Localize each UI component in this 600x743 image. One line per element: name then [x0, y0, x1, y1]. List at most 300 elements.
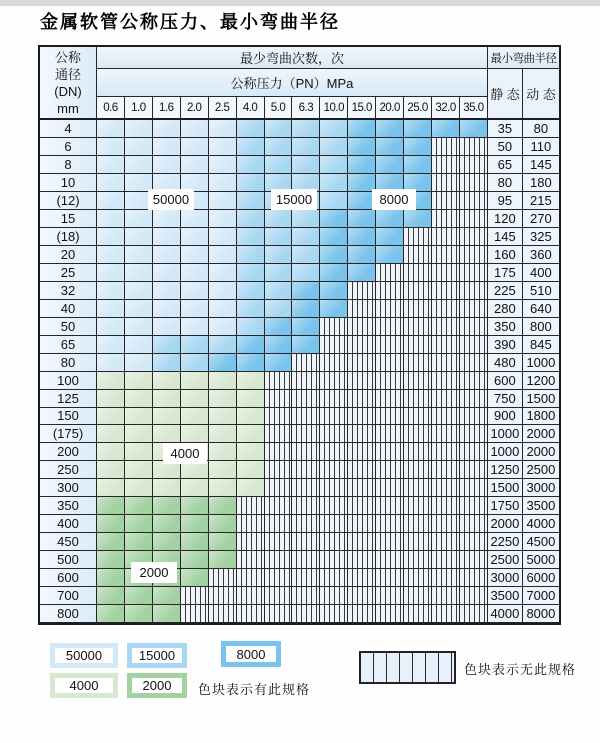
dynamic-value-cell: 180 [523, 174, 559, 192]
pressure-column-header: 6.3 [292, 97, 320, 118]
spec-cell [153, 354, 181, 372]
spec-cell [320, 336, 348, 354]
spec-cell [432, 479, 460, 497]
spec-cell [97, 605, 125, 623]
spec-cell [320, 120, 348, 138]
dn-cell: 20 [40, 246, 97, 264]
spec-cell [209, 264, 237, 282]
legend-block-label: 50000 [55, 648, 113, 663]
dynamic-value-cell: 2500 [523, 461, 559, 479]
spec-cell [460, 408, 488, 426]
spec-cell [97, 210, 125, 228]
spec-cell [320, 300, 348, 318]
spec-cell [376, 515, 404, 533]
spec-cell [181, 551, 209, 569]
spec-cell [125, 515, 153, 533]
table-row [40, 425, 559, 443]
spec-cell [181, 282, 209, 300]
spec-cell [404, 372, 432, 390]
table-row [40, 264, 559, 282]
spec-cell [237, 497, 265, 515]
spec-cell [432, 192, 460, 210]
dynamic-value-cell: 270 [523, 210, 559, 228]
dn-cell: (18) [40, 228, 97, 246]
spec-cell [265, 336, 293, 354]
spec-cell [181, 264, 209, 282]
spec-cell [460, 336, 488, 354]
spec-cell [153, 156, 181, 174]
spec-cell [432, 372, 460, 390]
spec-cell [125, 336, 153, 354]
spec-cell [237, 408, 265, 426]
spec-cell [376, 246, 404, 264]
spec-cell [292, 210, 320, 228]
pressure-column-header: 5.0 [265, 97, 293, 118]
spec-cell [209, 120, 237, 138]
spec-cell [181, 515, 209, 533]
spec-cell [432, 515, 460, 533]
spec-cell [404, 497, 432, 515]
spec-cell [181, 228, 209, 246]
spec-cell [209, 282, 237, 300]
static-value-cell: 175 [488, 264, 523, 282]
legend-block-label: 4000 [55, 678, 113, 693]
static-value-cell: 390 [488, 336, 523, 354]
spec-cell [237, 318, 265, 336]
dynamic-value-cell: 1500 [523, 390, 559, 408]
spec-cell [209, 551, 237, 569]
spec-cell [460, 210, 488, 228]
spec-cell [292, 551, 320, 569]
static-header: 静 态 [488, 69, 523, 118]
dn-cell: 250 [40, 461, 97, 479]
spec-cell [460, 300, 488, 318]
spec-cell [404, 551, 432, 569]
spec-cell [376, 390, 404, 408]
spec-cell [320, 479, 348, 497]
spec-cell [320, 461, 348, 479]
static-value-cell: 280 [488, 300, 523, 318]
spec-cell [292, 354, 320, 372]
spec-cell [181, 354, 209, 372]
spec-cell [292, 461, 320, 479]
pressure-column-header: 35.0 [460, 97, 488, 118]
spec-cell [292, 246, 320, 264]
dynamic-value-cell: 1000 [523, 354, 559, 372]
spec-cell [237, 282, 265, 300]
table-row [40, 228, 559, 246]
spec-cell [432, 282, 460, 300]
spec-cell [181, 390, 209, 408]
spec-cell [348, 443, 376, 461]
dynamic-value-cell: 4000 [523, 515, 559, 533]
dn-cell: 65 [40, 336, 97, 354]
spec-cell [348, 120, 376, 138]
spec-cell [460, 354, 488, 372]
dn-cell: 40 [40, 300, 97, 318]
spec-cell [376, 354, 404, 372]
dynamic-value-cell: 80 [523, 120, 559, 138]
spec-cell [432, 605, 460, 623]
spec-cell [404, 461, 432, 479]
spec-cell [404, 210, 432, 228]
spec-cell [460, 443, 488, 461]
spec-cell [376, 210, 404, 228]
dynamic-value-cell: 7000 [523, 587, 559, 605]
spec-cell [209, 587, 237, 605]
pressure-column-header: 1.6 [153, 97, 181, 118]
dn-cell: 150 [40, 408, 97, 426]
spec-cell [348, 605, 376, 623]
spec-cell [209, 461, 237, 479]
spec-cell [209, 246, 237, 264]
table-row [40, 282, 559, 300]
spec-cell [460, 174, 488, 192]
spec-cell [432, 264, 460, 282]
spec-cell [181, 372, 209, 390]
spec-cell [292, 408, 320, 426]
dynamic-value-cell: 145 [523, 156, 559, 174]
spec-cell [404, 569, 432, 587]
spec-cell [209, 300, 237, 318]
spec-cell [181, 479, 209, 497]
spec-cell [432, 408, 460, 426]
spec-cell [125, 264, 153, 282]
table-row [40, 551, 559, 569]
pressure-column-header: 2.0 [181, 97, 209, 118]
static-value-cell: 480 [488, 354, 523, 372]
spec-cell [320, 533, 348, 551]
table-row [40, 372, 559, 390]
spec-cell [265, 282, 293, 300]
spec-cell [348, 569, 376, 587]
spec-cell [265, 479, 293, 497]
spec-cell [181, 138, 209, 156]
spec-cell [320, 354, 348, 372]
spec-cell [376, 318, 404, 336]
spec-cell [153, 497, 181, 515]
spec-cell [97, 461, 125, 479]
spec-cell [404, 408, 432, 426]
spec-cell [376, 461, 404, 479]
spec-cell [292, 282, 320, 300]
static-value-cell: 80 [488, 174, 523, 192]
spec-cell [460, 246, 488, 264]
spec-cell [153, 318, 181, 336]
spec-cell [432, 246, 460, 264]
legend-has-spec-text: 色块表示有此规格 [198, 682, 311, 697]
spec-cell [209, 192, 237, 210]
spec-cell [181, 300, 209, 318]
spec-cell [460, 569, 488, 587]
spec-cell [153, 605, 181, 623]
static-value-cell: 1250 [488, 461, 523, 479]
spec-cell [97, 408, 125, 426]
spec-cell [181, 318, 209, 336]
spec-cell [181, 497, 209, 515]
spec-cell [432, 156, 460, 174]
static-value-cell: 900 [488, 408, 523, 426]
static-value-cell: 350 [488, 318, 523, 336]
spec-cell [153, 264, 181, 282]
dn-cell: (12) [40, 192, 97, 210]
spec-cell [237, 354, 265, 372]
spec-cell [376, 533, 404, 551]
spec-cell [376, 443, 404, 461]
spec-cell [460, 264, 488, 282]
dynamic-value-cell: 325 [523, 228, 559, 246]
spec-cell [153, 300, 181, 318]
static-value-cell: 65 [488, 156, 523, 174]
spec-cell [209, 354, 237, 372]
static-value-cell: 750 [488, 390, 523, 408]
spec-cell [97, 515, 125, 533]
spec-cell [265, 300, 293, 318]
spec-cell [265, 156, 293, 174]
spec-cell [376, 587, 404, 605]
spec-cell [181, 336, 209, 354]
spec-cell [125, 120, 153, 138]
spec-cell [376, 300, 404, 318]
spec-cell [209, 156, 237, 174]
dn-header-line: 通径 [54, 66, 81, 82]
spec-cell [209, 174, 237, 192]
dn-cell: (175) [40, 425, 97, 443]
dn-cell: 8 [40, 156, 97, 174]
spec-cell [404, 228, 432, 246]
spec-cell [404, 246, 432, 264]
spec-cell [181, 120, 209, 138]
spec-cell [237, 551, 265, 569]
spec-cell [153, 282, 181, 300]
spec-cell [460, 461, 488, 479]
spec-cell [460, 587, 488, 605]
spec-cell [153, 515, 181, 533]
dynamic-value-cell: 800 [523, 318, 559, 336]
spec-cell [348, 282, 376, 300]
spec-cell [237, 228, 265, 246]
spec-cell [181, 587, 209, 605]
spec-cell [348, 138, 376, 156]
spec-cell [153, 461, 181, 479]
table-row [40, 336, 559, 354]
spec-cell [460, 228, 488, 246]
spec-cell [209, 210, 237, 228]
spec-cell [348, 587, 376, 605]
spec-cell [237, 138, 265, 156]
spec-cell [209, 569, 237, 587]
legend-block-label: 2000 [132, 678, 182, 693]
dn-header-line: mm [57, 100, 79, 116]
spec-cell [125, 605, 153, 623]
spec-cell [97, 282, 125, 300]
spec-cell [209, 533, 237, 551]
spec-cell [237, 120, 265, 138]
spec-cell [376, 156, 404, 174]
spec-cell [404, 264, 432, 282]
dn-cell: 80 [40, 354, 97, 372]
dynamic-value-cell: 5000 [523, 551, 559, 569]
spec-cell [348, 354, 376, 372]
spec-cell [292, 228, 320, 246]
spec-cell [125, 318, 153, 336]
dynamic-value-cell: 1200 [523, 372, 559, 390]
dn-cell: 100 [40, 372, 97, 390]
spec-cell [125, 533, 153, 551]
legend-block [50, 643, 118, 668]
spec-cell [153, 587, 181, 605]
spec-cell [432, 318, 460, 336]
spec-cell [97, 551, 125, 569]
spec-cell [97, 264, 125, 282]
spec-cell [432, 390, 460, 408]
spec-cell [237, 264, 265, 282]
static-value-cell: 2000 [488, 515, 523, 533]
table-row [40, 479, 559, 497]
spec-cell [460, 192, 488, 210]
spec-cell [320, 372, 348, 390]
pressure-header: 公称压力（PN）MPa [97, 69, 488, 97]
pressure-column-header: 25.0 [404, 97, 432, 118]
spec-cell [181, 246, 209, 264]
dynamic-value-cell: 640 [523, 300, 559, 318]
spec-cell [237, 372, 265, 390]
spec-cell [460, 138, 488, 156]
spec-cell [97, 533, 125, 551]
static-value-cell: 4000 [488, 605, 523, 623]
table-row [40, 587, 559, 605]
spec-cell [292, 569, 320, 587]
spec-cell [237, 569, 265, 587]
pressure-column-header: 1.0 [125, 97, 153, 118]
dn-cell: 700 [40, 587, 97, 605]
static-value-cell: 1000 [488, 443, 523, 461]
dynamic-header: 动 态 [523, 69, 559, 118]
spec-cell [265, 408, 293, 426]
dn-cell: 6 [40, 138, 97, 156]
spec-cell [125, 228, 153, 246]
spec-cell [153, 479, 181, 497]
dn-header-line: (DN) [54, 83, 82, 99]
dynamic-value-cell: 8000 [523, 605, 559, 623]
table-row [40, 156, 559, 174]
spec-cell [97, 425, 125, 443]
spec-cell [265, 354, 293, 372]
spec-cell [292, 318, 320, 336]
table-row [40, 515, 559, 533]
spec-cell [125, 300, 153, 318]
spec-cell [376, 138, 404, 156]
spec-cell [153, 138, 181, 156]
spec-cell [237, 210, 265, 228]
spec-cell [153, 533, 181, 551]
spec-cell [237, 479, 265, 497]
spec-cell [320, 318, 348, 336]
spec-cell [237, 390, 265, 408]
spec-cell [348, 408, 376, 426]
spec-cell [348, 336, 376, 354]
spec-cell [348, 264, 376, 282]
spec-cell [404, 354, 432, 372]
spec-cell [348, 461, 376, 479]
spec-cell [460, 497, 488, 515]
spec-cell [97, 318, 125, 336]
spec-cell [376, 569, 404, 587]
pressure-column-header: 4.0 [237, 97, 265, 118]
static-value-cell: 50 [488, 138, 523, 156]
spec-cell [153, 390, 181, 408]
spec-cell [320, 246, 348, 264]
dynamic-value-cell: 6000 [523, 569, 559, 587]
table-row [40, 390, 559, 408]
spec-cell [404, 587, 432, 605]
spec-cell [460, 120, 488, 138]
table-row [40, 497, 559, 515]
spec-cell [209, 138, 237, 156]
spec-cell [348, 156, 376, 174]
spec-cell [97, 497, 125, 515]
dn-cell: 400 [40, 515, 97, 533]
pressure-columns-row [97, 97, 488, 120]
zone-label: 50000 [148, 189, 194, 210]
spec-cell [292, 120, 320, 138]
spec-cell [432, 587, 460, 605]
spec-cell [376, 551, 404, 569]
spec-cell [292, 515, 320, 533]
spec-cell [125, 425, 153, 443]
spec-cell [125, 443, 153, 461]
spec-cell [265, 443, 293, 461]
spec-cell [292, 587, 320, 605]
spec-cell [432, 551, 460, 569]
page-title: 金属软管公称压力、最小弯曲半径 [40, 12, 340, 33]
spec-cell [404, 300, 432, 318]
spec-cell [432, 425, 460, 443]
spec-cell [404, 605, 432, 623]
spec-cell [97, 390, 125, 408]
static-value-cell: 225 [488, 282, 523, 300]
spec-cell [376, 479, 404, 497]
spec-cell [209, 605, 237, 623]
spec-cell [181, 210, 209, 228]
spec-cell [125, 587, 153, 605]
spec-cell [181, 425, 209, 443]
static-value-cell: 3500 [488, 587, 523, 605]
static-value-cell: 1750 [488, 497, 523, 515]
table-row [40, 533, 559, 551]
table-header [40, 47, 559, 120]
spec-cell [265, 228, 293, 246]
spec-cell [265, 120, 293, 138]
spec-cell [265, 605, 293, 623]
spec-cell [292, 336, 320, 354]
spec-cell [376, 228, 404, 246]
spec-cell [320, 390, 348, 408]
legend-no-spec-swatch [359, 651, 456, 684]
static-value-cell: 160 [488, 246, 523, 264]
dn-cell: 350 [40, 497, 97, 515]
dn-header-line: 公称 [54, 49, 81, 65]
spec-cell [265, 246, 293, 264]
spec-cell [460, 372, 488, 390]
spec-cell [125, 372, 153, 390]
spec-cell [292, 497, 320, 515]
spec-cell [125, 497, 153, 515]
table-row [40, 569, 559, 587]
spec-cell [348, 533, 376, 551]
spec-cell [348, 318, 376, 336]
spec-cell [153, 372, 181, 390]
